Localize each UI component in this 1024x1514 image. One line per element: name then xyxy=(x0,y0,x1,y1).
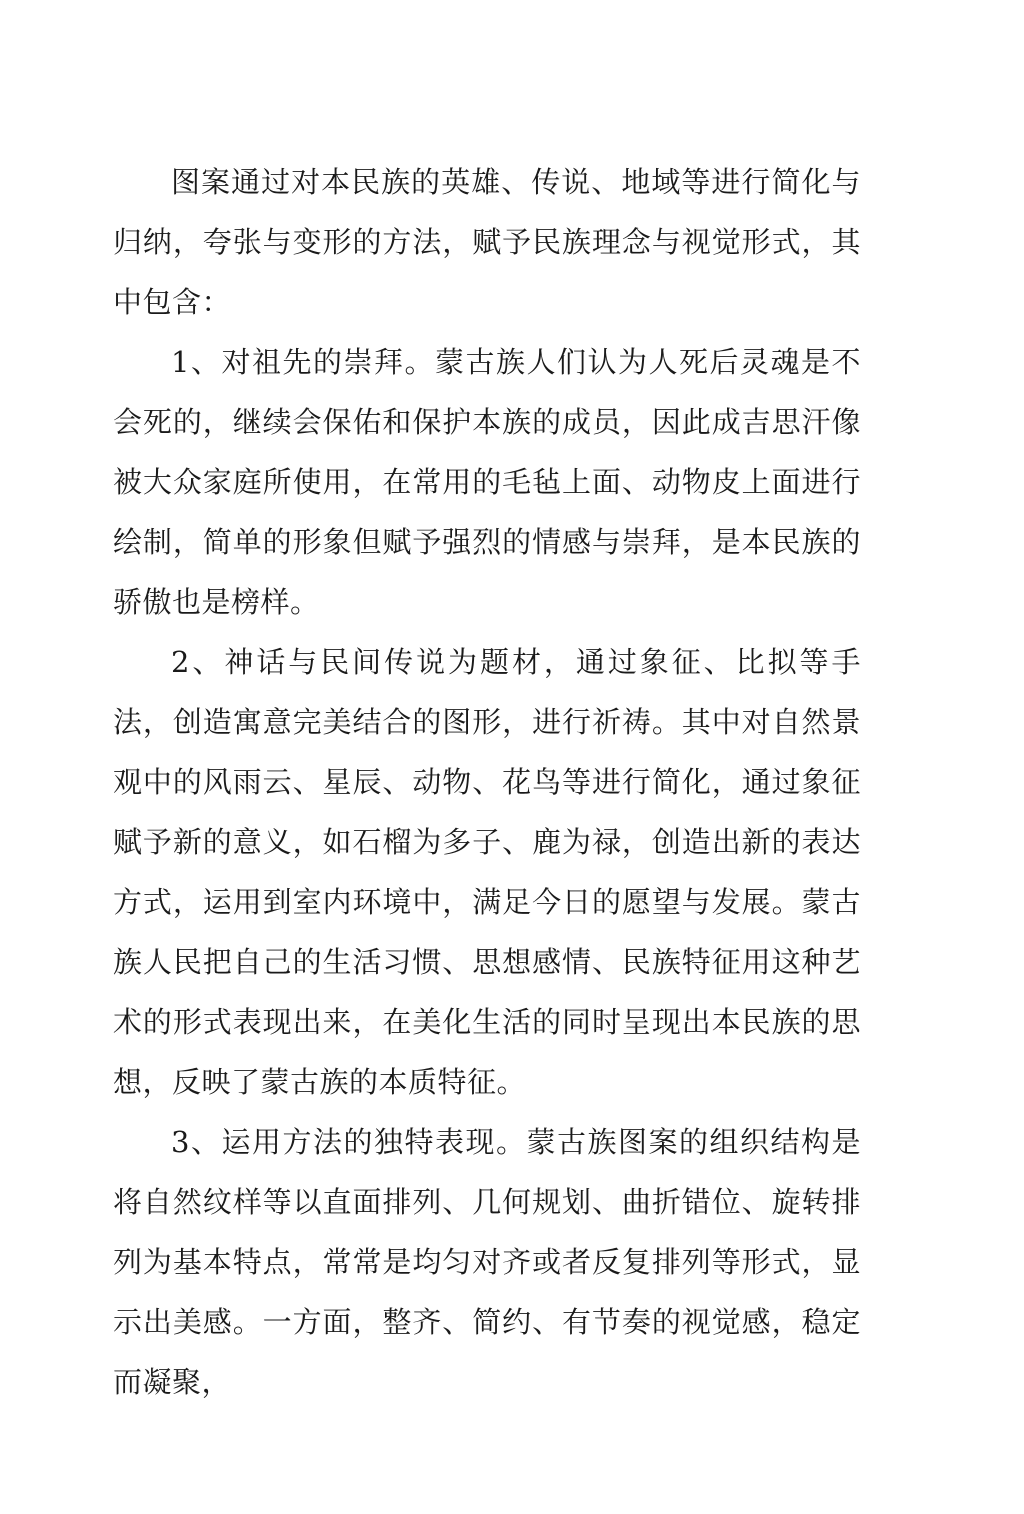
body-text xyxy=(113,152,861,1412)
paragraph-myths-legends: 2、神话与民间传说为题材，通过象征、比拟等手法，创造寓意完美结合的图形，进行祈祷。其中对自然景观中的风雨云、星辰、动物、花鸟等进行简化，通过象征赋予新的意义，如石榴为多子、鹿为禄，创造出新的表达方式，运用到室内环境中，满足今日的愿望与发展。蒙古族人民把自己的生活习惯、思想感情、民族特征用这种艺术的形式表现出来，在美化生活的同时呈现出本民族的思想，反映了蒙古族的本质特征。 xyxy=(113,645,861,1099)
paragraph-ancestor-worship: 1、对祖先的崇拜。蒙古族人们认为人死后灵魂是不会死的，继续会保佑和保护本族的成员，因此成吉思汗像被大众家庭所使用，在常用的毛毡上面、动物皮上面进行绘制，简单的形象但赋予强烈的情感与崇拜，是本民族的骄傲也是榜样。 xyxy=(113,345,861,619)
paragraph-unique-methods: 3、运用方法的独特表现。蒙古族图案的组织结构是将自然纹样等以直面排列、几何规划、曲折错位、旋转排列为基本特点，常常是均匀对齐或者反复排列等形式，显示出美感。一方面，整齐、简约、有节奏的视觉感，稳定而凝聚， xyxy=(113,1125,861,1399)
paragraph-intro: 图案通过对本民族的英雄、传说、地域等进行简化与归纳，夸张与变形的方法，赋予民族理念与视觉形式，其中包含： xyxy=(113,165,861,319)
